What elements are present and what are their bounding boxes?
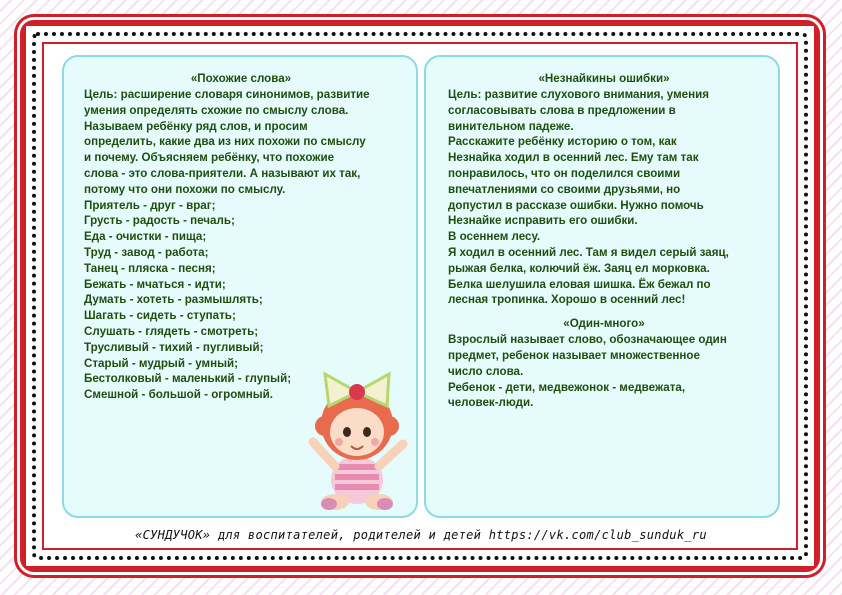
text-line: винительном падеже. [448,119,574,133]
girl-with-bow-illustration [295,362,425,512]
card-neznayka-mistakes [424,55,780,518]
text-line: Бестолковый - маленький - глупый; [84,372,292,386]
text-line: Танец - пляска - песня; [84,261,216,275]
text-line: потому что они похожи по смыслу. [84,182,286,196]
text-line: Трусливый - тихий - пугливый; [84,340,264,354]
text-line: Думать - хотеть - размышлять; [84,293,263,307]
text-line: Взрослый называет слово, обозначающее один [448,333,727,347]
text-line: Старый - мудрый - умный; [84,356,239,370]
text-line: Шагать - сидеть - ступать; [84,309,236,323]
text-line: Бежать - мчаться - идти; [84,277,226,291]
text-line: Незнайка ходил в осенний лес. Ему там так [448,151,699,165]
card-text [448,87,760,308]
text-line: Ребенок - дети, медвежонок - медвежата, [448,380,686,394]
text-line: предмет, ребенок называет множественное [448,348,700,362]
text-line: рыжая белка, колючий ёж. Заяц ел морковка. [448,261,710,275]
text-line: понравилось, что он поделился своими [448,166,681,180]
text-line: человек-люди. [448,396,534,410]
text-line: допустил в рассказе ошибки. Нужно помочь [448,198,704,212]
text-line: число слова. [448,364,524,378]
text-line: Труд - завод - работа; [84,245,209,259]
text-line: Называем ребёнку ряд слов, и просим [84,119,308,133]
card-text [84,87,398,403]
text-line: согласовывать слова в предложении в [448,103,676,117]
footer-credit: «СУНДУЧОК» для воспитателей, родителей и детей https://vk.com/club_sunduk_ru [135,528,707,542]
text-line: Белка шелушила еловая шишка. Ёж бежал по [448,277,711,291]
text-line: Цель: развитие слухового внимания, умения [448,88,710,101]
text-line: Цель: расширение словаря синонимов, развитие [84,88,370,101]
card-title: «Похожие слова» [190,72,292,85]
text-line: определить, какие два из них похожи по смыслу [84,135,366,149]
text-line: умения определять схожие по смыслу слова. [84,103,349,117]
card-text [448,332,760,411]
text-line: слова - это слова-приятели. А называют их так, [84,166,361,180]
text-line: Еда - очистки - пища; [84,230,207,244]
text-line: Слушать - глядеть - смотреть; [84,324,259,338]
text-line: Расскажите ребёнку историю о том, как [448,135,677,149]
text-line: и почему. Объясняем ребёнку, что похожие [84,151,335,165]
text-line: В осеннем лесу. [448,230,541,244]
text-line: Я ходил в осенний лес. Там я видел серый заяц, [448,245,729,259]
text-line: Грусть - радость - печаль; [84,214,235,228]
text-line: Незнайке исправить его ошибки. [448,214,638,228]
card-title: «Незнайкины ошибки» [538,72,670,85]
text-line: впечатлениями со своими друзьями, но [448,182,681,196]
card-subtitle: «Один-много» [563,317,645,331]
text-line: Смешной - большой - огромный. [84,388,273,402]
text-line: лесная тропинка. Хорошо в осенний лес! [448,293,686,307]
text-line: Приятель - друг - враг; [84,198,216,212]
